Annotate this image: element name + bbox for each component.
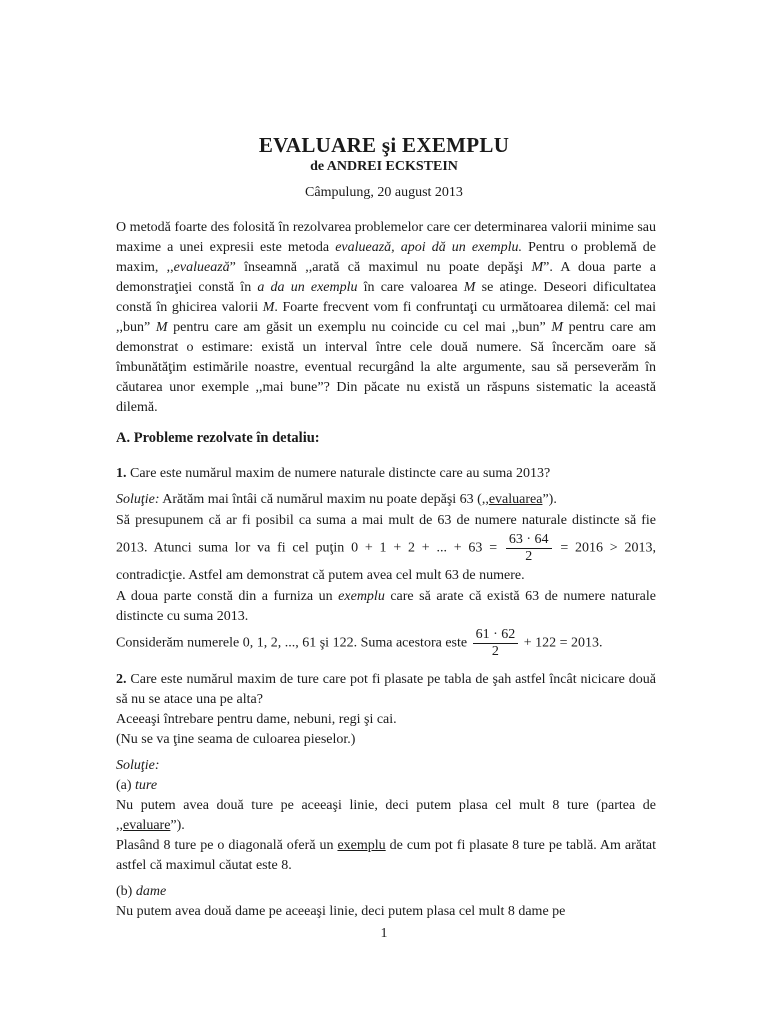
page-number: 1	[380, 926, 388, 941]
problem-2-question: 2. Care este numărul maxim de ture care pot fi plasate pe tabla de şah astfel încât nicicare două să nu se atace una pe alta?	[116, 672, 656, 707]
problem-1-solution: Soluţie: Arătăm mai întâi că numărul maxim nu poate depăşi 63 (,,evaluarea”).	[116, 492, 557, 507]
problem-1: 1. Care este numărul maxim de numere naturale distincte care au suma 2013? Soluţie: Arătăm mai întâi că numărul maxim nu poate depăşi 63 (,,evaluarea”). Să presupunem că ar fi posibil ca suma a mai mult de 63 de numere naturale distincte să fie 2013. Atunci suma lor va fi cel puţin 0 + 1 + 2 + ... + 63 = $\frac{63 \cdot 64}{2}$ = 2016 > 2013, contradicţie. Astfel am demonstrat că putem avea cel mult 63 de numere. A doua parte constă din a furniza un exemplu care să arate că există 63 de numere naturale distincte cu suma 2013. Considerăm numerele 0, 1, 2, ..., 61 şi 122. Suma acestora este $\frac{61 \cdot 62}{2}$ + 122 = 2013.	[116, 466, 656, 659]
fraction-61-62: $\frac{61 \cdot 62}{2}$	[473, 627, 519, 660]
dateline: Câmpulung, 20 august 2013	[305, 185, 463, 200]
problem-1-question: 1. Care este numărul maxim de numere naturale distincte care au suma 2013?	[116, 466, 551, 481]
section-heading: A. Probleme rezolvate în detaliu:	[116, 430, 320, 446]
intro-paragraph: O metodă foarte des folosită în rezolvarea problemelor care cer determinarea valorii minime sau maxime a unei expresii este metoda evaluează, apoi dă un exemplu. Pentru o problemă de maxim, ,,evaluează” înseamnă ,,arată că maximul nu poate depăşi M”. A doua parte a demonstraţiei constă în a da un exemplu în care valoarea M se atinge. Deseori dificultatea constă în ghicirea valorii M. Foarte frecvent vom fi confruntaţi cu următoarea dilemă: cel mai ,,bun” M pentru care am găsit un exemplu nu coincide cu cel mai ,,bun” M pentru care am demonstrat o estimare: există un interval între cele două numere. Să încercăm oare să îmbunătăţim estimările noastre, eventual recurgând la alte argumente, sau să perseverăm în căutarea unor exemple ,,mai bune”? Din păcate nu există un răspuns sistematic la această dilemă.	[116, 220, 657, 415]
author-line: de ANDREI ECKSTEIN	[310, 159, 458, 174]
problem-2: 2. Care este numărul maxim de ture care pot fi plasate pe tabla de şah astfel încât nicicare două să nu se atace una pe alta? Aceeaşi întrebare pentru dame, nebuni, regi şi cai. (Nu se va ţine seama de culoarea pieselor.) Soluţie: (a) ture Nu putem avea două ture pe aceeaşi linie, deci putem plasa cel mult 8 ture (partea de ,,evaluare”). Plasând 8 ture pe o diagonală oferă un exemplu de cum pot fi plasate 8 ture pe tablă. Am arătat astfel că maximul căutat este 8. (b) dame Nu putem avea două dame pe aceeaşi linie, deci putem plasa cel mult 8 dame pe	[116, 672, 656, 919]
fraction-63-64: $\frac{63 \cdot 64}{2}$	[506, 532, 552, 565]
document-title: EVALUARE şi EXEMPLU	[258, 133, 510, 157]
